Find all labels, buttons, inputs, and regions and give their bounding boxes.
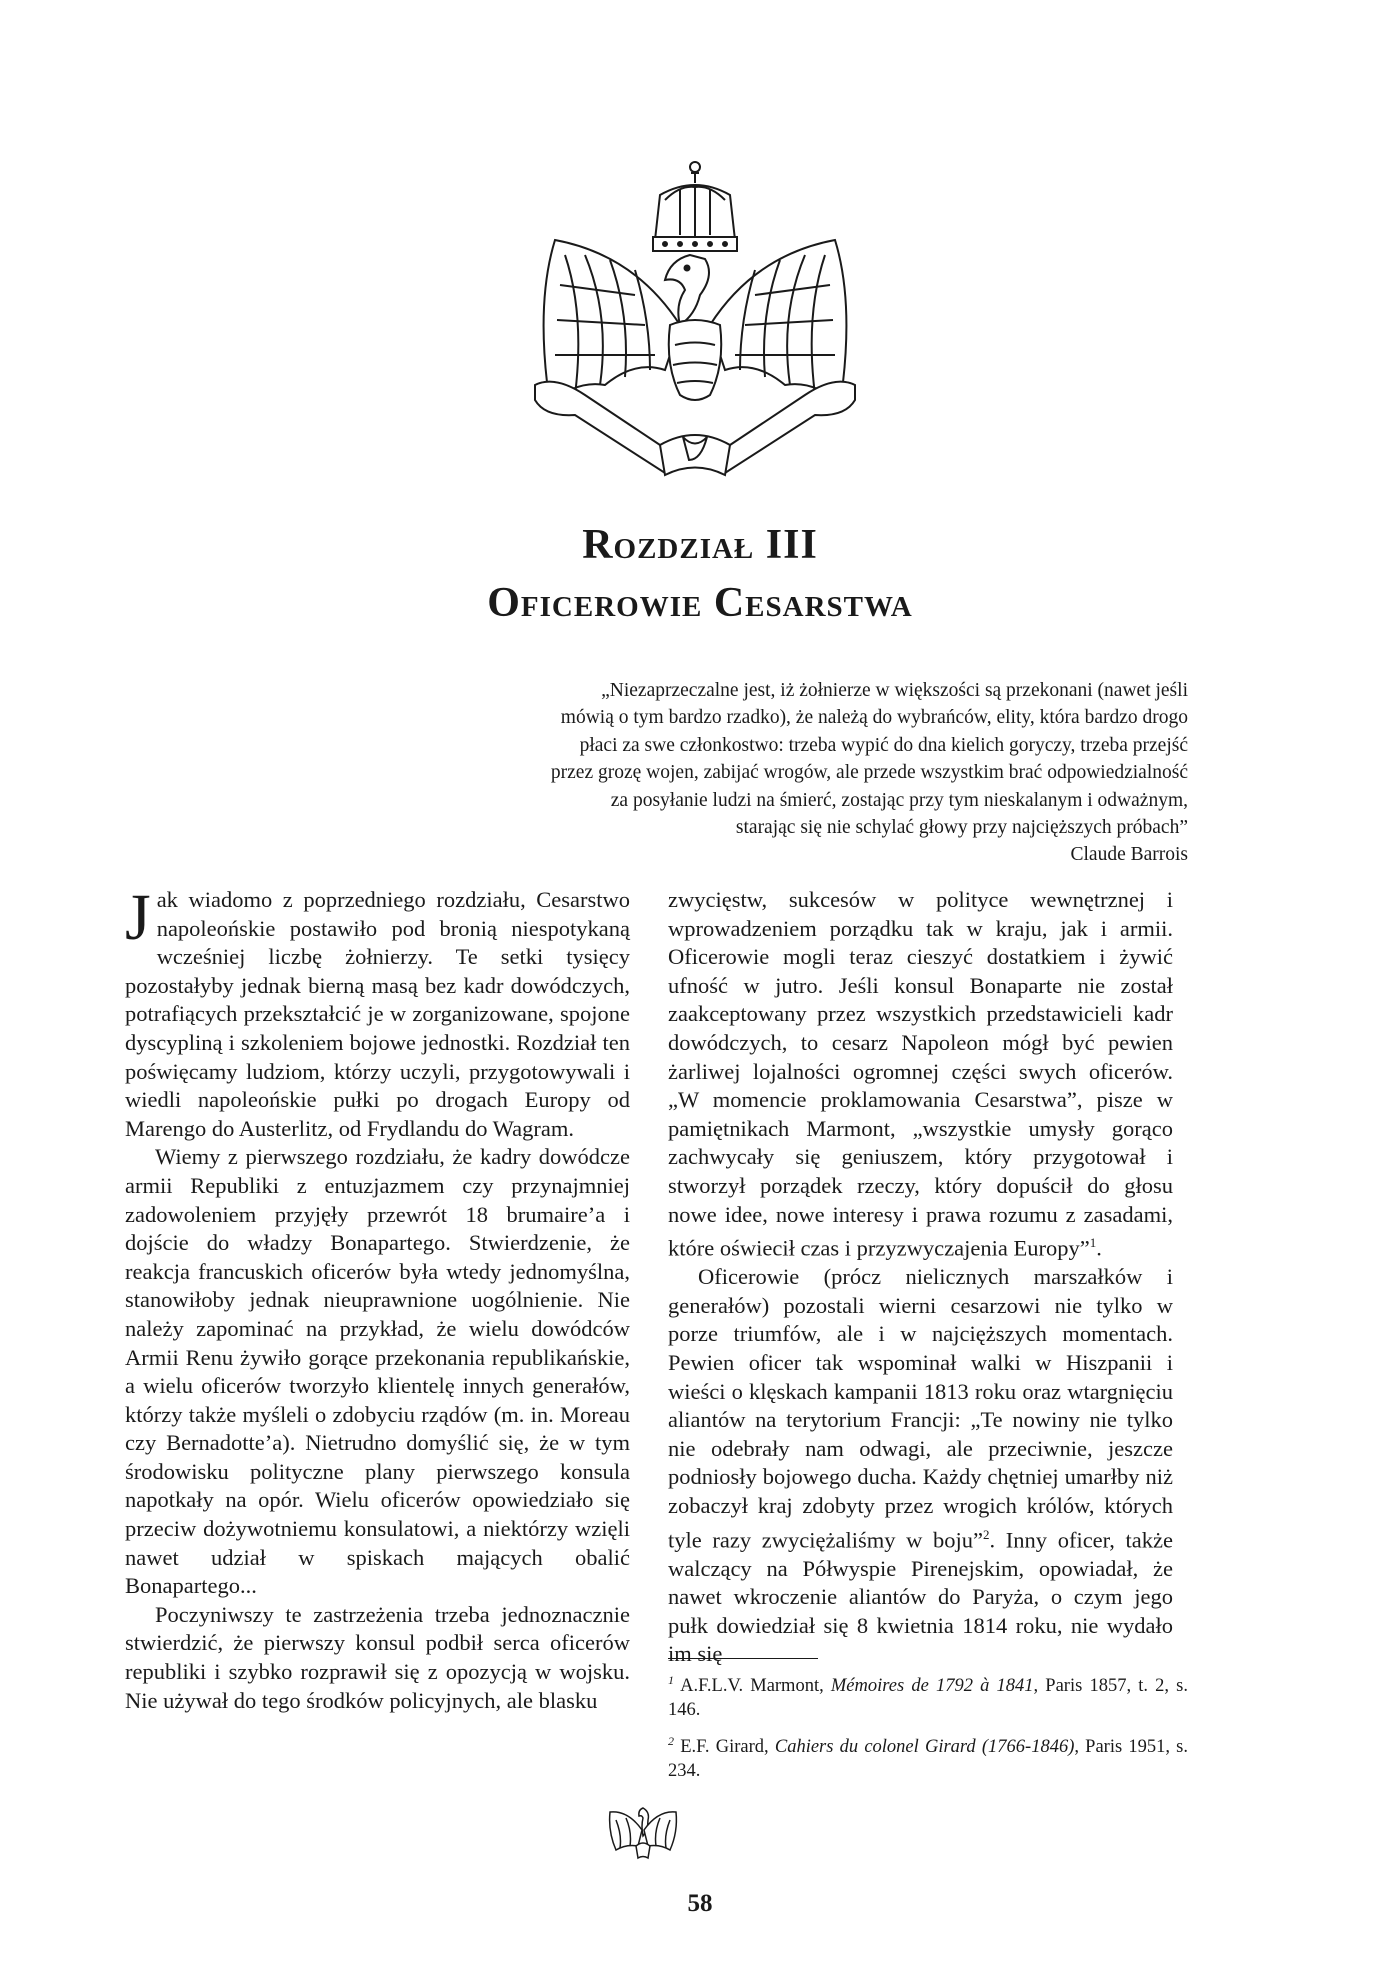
drop-cap: J [125,881,151,954]
paragraph: Wiemy z pierwszego rozdziału, że kadry dowódcze armii Republiki z entuzjazmem czy przynajmniej zadowoleniem przyjęły przewrót 18 brumaire’a i dojście do władzy Bonapartego. Stwierdzenie, że reakcja francuskich oficerów była wtedy jednomyślna, stanowiłoby jednak nieuprawnione uogólnienie. Nie należy zapominać na przykład, że wielu dowódców Armii Renu żywiło gorące przekonania republikańskie, a wielu oficerów tworzyło klientelę innych generałów, którzy także myśleli o zdobyciu rządów (m. in. Moreau czy Bernadotte’a). Nietrudno domyślić się, że w tym środowisku polityczne plany pierwszego konsula napotkały na opór. Wielu oficerów opowiedziało się przeciw dożywotniemu konsulatowi, a niektórzy wzięli nawet udział w spiskach mających obalić Bonapartego... [125,1144,630,1599]
paragraph: zwycięstw, sukcesów w polityce wewnętrznej i wprowadzeniem porządku tak w kraju, jak i armii. Oficerowie mogli teraz cieszyć dostatkiem i żywić ufność w jutro. Jeśli konsul Bonaparte nie został zaakceptowany przez wszystkich przedstawicieli kadr dowódczych, to cesarz Napoleon mógł być pewien żarliwej lojalności ogromnej części swych oficerów. „W momencie proklamowania Cesarstwa”, pisze w pamiętnikach Marmont, „wszystkie umysły gorąco zachwycały się geniuszem, który przygotował i stworzył porządek rzeczy, który dopuścił do głosu nowe idee, nowe interesy i prawa rozumu z zasadami, które oświecił czas i przyzwyczajenia Europy”$^1$. [668,887,1173,1261]
paragraph: Poczyniwszy te zastrzeżenia trzeba jednoznacznie stwierdzić, że pierwszy konsul podbił serca oficerów republiki i szybko rozprawił się z opozycją w wojsku. Nie używał do tego środków policyjnych, ale blasku [125,1601,630,1713]
footnote-ref: 1 [1089,1235,1097,1251]
epigraph-line: płaci za swe członkostwo: trzeba wypić do dna kielich goryczy, trzeba przejść [579,734,1188,756]
footnote-divider [668,1658,818,1659]
epigraph-author: Claude Barrois [1070,844,1188,866]
epigraph-line: starając się nie schylać głowy przy najcięższych próbach” [735,817,1188,839]
epigraph-line: za posyłanie ludzi na śmierć, zostając przy tym nieskalanym i odważnym, [610,789,1188,811]
footnote: $^2$ E.F. Girard, Cahiers du colonel Girard (1766-1846), Paris 1951, s. 234. [668,1734,1189,1782]
chapter-title: Oficerowie Cesarstwa [487,580,913,626]
epigraph [420,677,1188,869]
footnote-ref: 2 [983,1526,990,1542]
right-column [668,886,1173,1669]
crowned-eagle-emblem-icon [515,155,875,485]
epigraph-line: mówią o tym bardzo rzadko), że należą do wybrańców, elity, która bardzo drogo [560,707,1188,729]
footnotes [668,1668,1188,1790]
epigraph-line: przez grozę wojen, zabijać wrogów, ale przede wszystkim brać odpowiedzialność [550,762,1188,784]
chapter-heading [0,516,1400,632]
epigraph-line: „Niezaprzeczalne jest, iż żołnierze w większości są przekonani (nawet jeśli [601,680,1188,701]
paragraph: Jak wiadomo z poprzedniego rozdziału, Cesarstwo napoleońskie postawiło pod bronią niespotykaną wcześniej liczbę żołnierzy. Te setki tysięcy pozostałyby jednak bierną masą bez kadr dowódczych, potrafiących przekształcić je w zorganizowane, spojone dyscypliną i szkoleniem bojowe jednostki. Rozdział ten poświęcamy ludziom, którzy uczyli, przygotowywali i wiedli napoleońskie pułki po drogach Europy od Marengo do Austerlitz, od Frydlandu do Wagram. [125,881,630,1141]
paragraph: Oficerowie (prócz nielicznych marszałków i generałów) pozostali wierni cesarzowi nie tylko w porze triumfów, ale i w najcięższych momentach. Pewien oficer tak wspominał walki w Hiszpanii i wieści o klęskach kampanii 1813 roku oraz wtargnięciu aliantów na terytorium Francji: „Te nowiny nie tylko nie odebrały nam odwagi, ale przeciwnie, jeszcze podniosły bojowego ducha. Każdy chętniej umarłby niż zobaczył kraj zdobyty przez wrogich królów, których tyle razy zwyciężaliśmy w boju”$^2$. Inny oficer, także walczący na Półwyspie Pirenejskim, opowiadał, że nawet wkroczenie aliantów do Paryża, o czym jego pułk dowiedział się 8 kwietnia 1814 roku, nie wydało im się [668,1264,1173,1667]
left-column [125,881,630,1715]
footnote: $^1$ A.F.L.V. Marmont, Mémoires de 1792 à 1841, Paris 1857, t. 2, s. 146. [668,1673,1189,1721]
chapter-number: Rozdział III [582,522,818,568]
page-number: 58 [687,1890,713,1917]
small-eagle-ornament-icon [606,1800,681,1862]
